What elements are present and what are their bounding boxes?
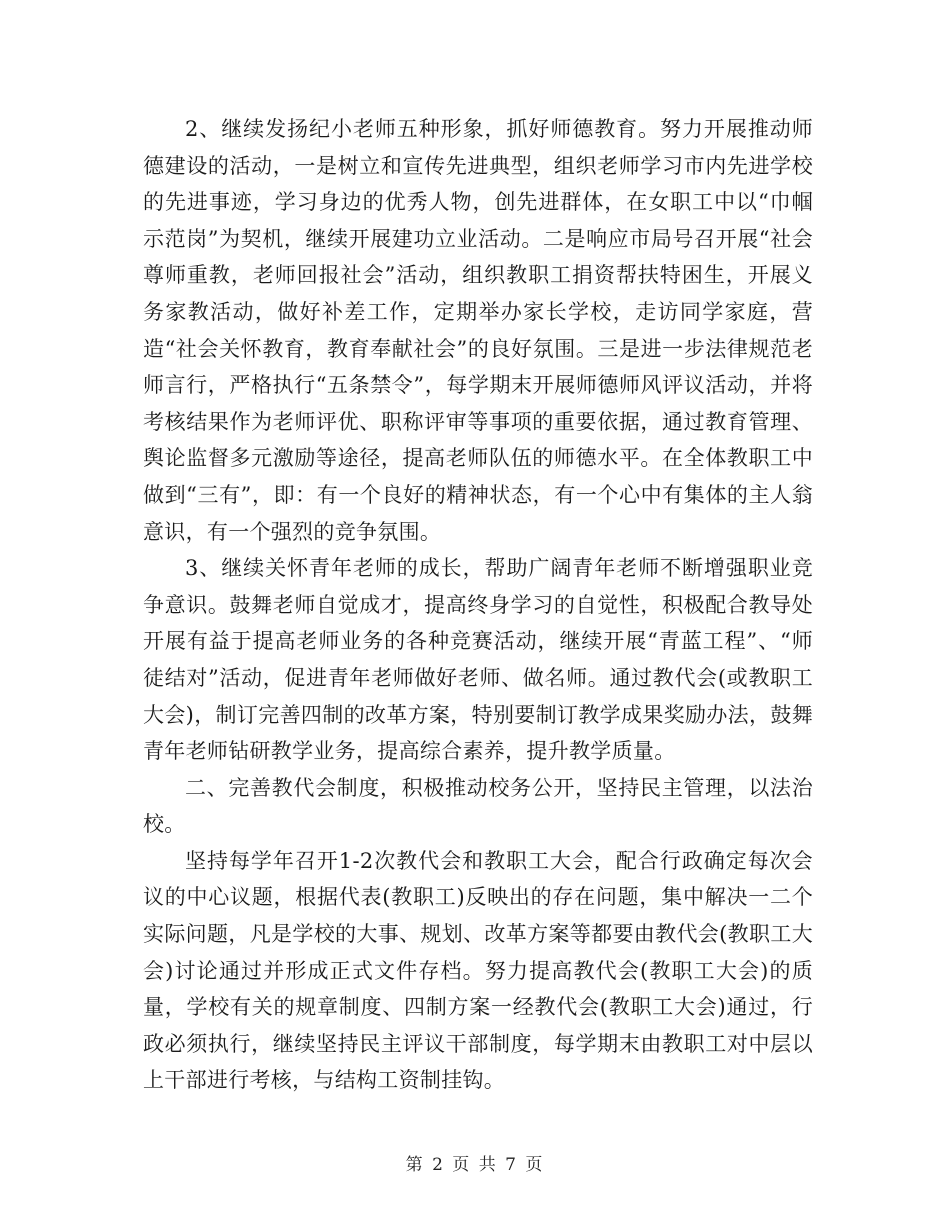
section-heading-democratic-management: 二、完善教代会制度，积极推动校务公开，坚持民主管理，以法治校。 (143, 775, 813, 837)
document-body (143, 111, 813, 1099)
paragraph-teacher-ethics: 2、继续发扬纪小老师五种形象，抓好师德教育。努力开展推动师德建设的活动，一是树立和宣传先进典型，组织老师学习市内先进学校的先进事迹，学习身边的优秀人物，创先进群体，在女职工中以“巾帼示范岗”为契机，继续开展建功立业活动。二是响应市局号召开展“社会尊师重教，老师回报社会”活动，组织教职工捐资帮扶特困生，开展义务家教活动，做好补差工作，定期举办家长学校，走访同学家庭，营造“社会关怀教育，教育奉献社会”的良好氛围。三是进一步法律规范老师言行，严格执行“五条禁令”，每学期末开展师德师风评议活动，并将考核结果作为老师评优、职称评审等事项的重要依据，通过教育管理、舆论监督多元激励等途径，提高老师队伍的师德水平。在全体教职工中做到“三有”，即：有一个良好的精神状态，有一个心中有集体的主人翁意识，有一个强烈的竞争氛围。 (143, 117, 813, 544)
page-number-footer: 第 2 页 共 7 页 (405, 1155, 545, 1175)
paragraph-young-teachers: 3、继续关怀青年老师的成长，帮助广阔青年老师不断增强职业竞争意识。鼓舞老师自觉成才，提高终身学习的自觉性，积极配合教导处开展有益于提高老师业务的各种竞赛活动，继续开展“青蓝工程”、“师徒结对”活动，促进青年老师做好老师、做名师。通过教代会(或教职工大会)，制订完善四制的改革方案，特别要制订教学成果奖励办法，鼓舞青年老师钻研教学业务，提高综合素养，提升教学质量。 (143, 556, 813, 764)
paragraph-staff-congress: 坚持每学年召开1-2次教代会和教职工大会，配合行政确定每次会议的中心议题，根据代表(教职工)反映出的存在问题，集中解决一二个实际问题，凡是学校的大事、规划、改革方案等都要由教代会(教职工大会)讨论通过并形成正式文件存档。努力提高教代会(教职工大会)的质量，学校有关的规章制度、四制方案一经教代会(教职工大会)通过，行政必须执行，继续坚持民主评议干部制度，每学期末由教职工对中层以上干部进行考核，与结构工资制挂钩。 (143, 848, 813, 1093)
